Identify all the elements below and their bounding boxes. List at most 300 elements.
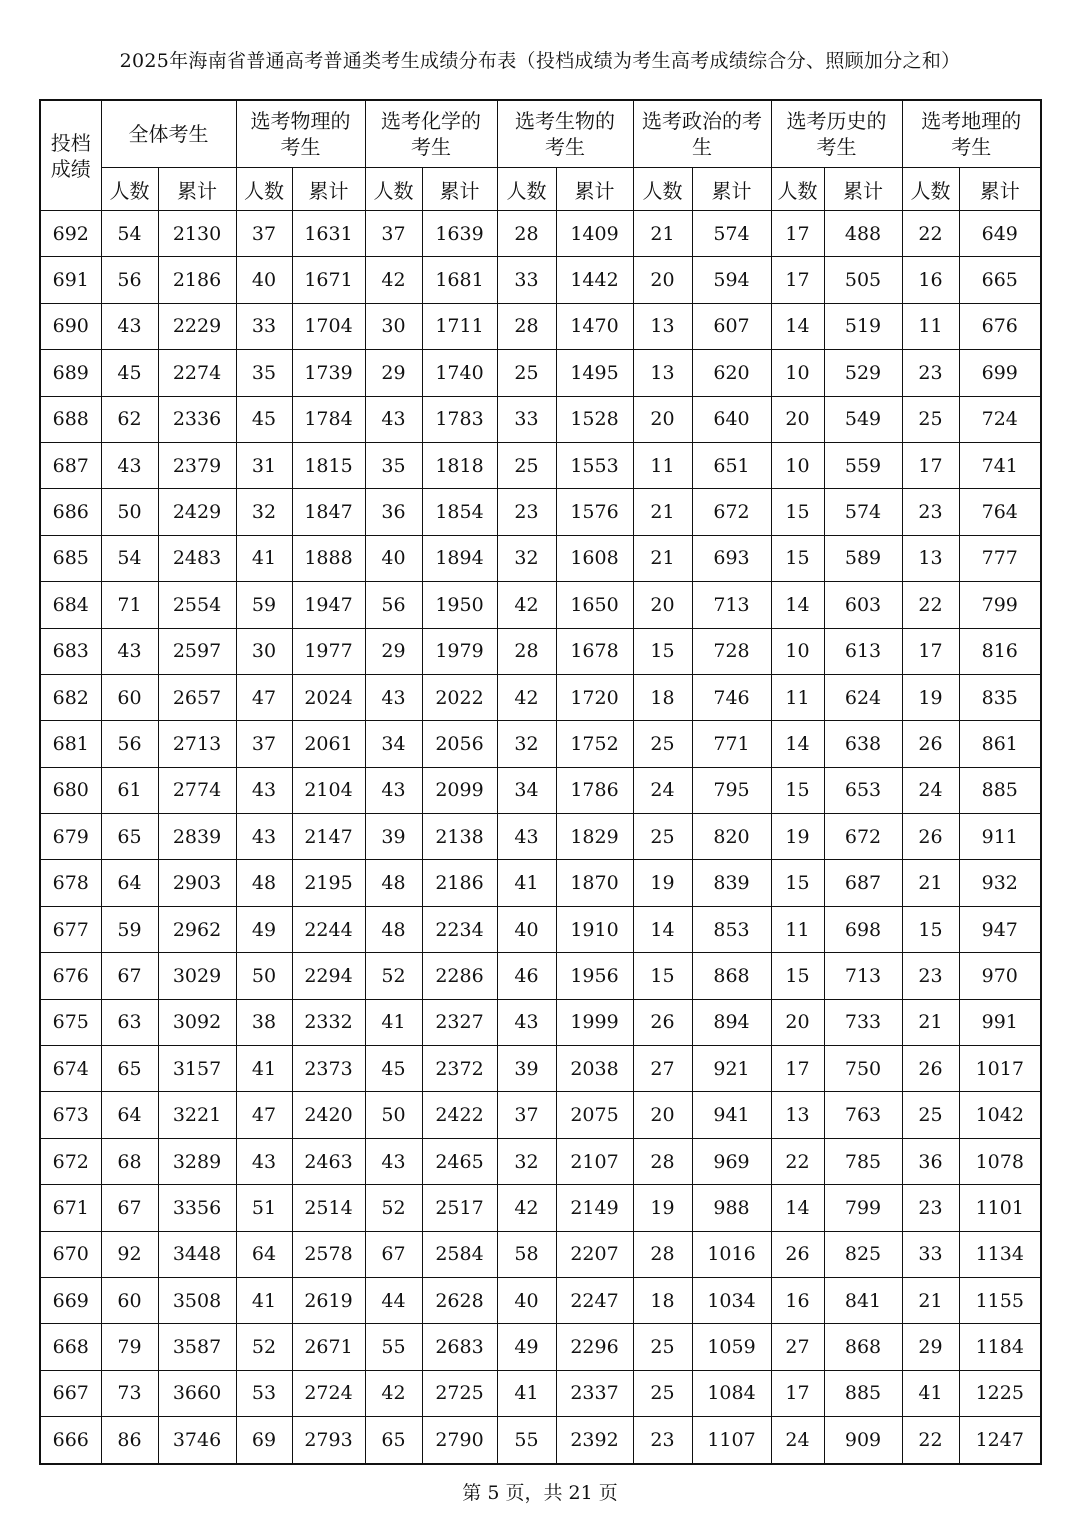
cumulative-cell: 1553 [556,442,633,488]
table-row [40,814,1041,860]
count-cell: 50 [365,1092,422,1138]
table-row [40,1231,1041,1277]
cumulative-cell: 519 [824,303,902,349]
count-cell: 22 [902,1417,959,1464]
table-row [40,767,1041,813]
cumulative-cell: 1894 [422,535,497,581]
count-cell: 39 [365,814,422,860]
count-cell: 18 [633,1277,692,1323]
cumulative-cell: 885 [959,767,1041,813]
cumulative-cell: 2130 [158,211,236,257]
page-title: 2025年海南省普通高考普通类考生成绩分布表（投档成绩为考生高考成绩综合分、照顾加分之和） [119,50,961,72]
score-cell: 666 [40,1417,101,1464]
count-cell: 28 [497,303,556,349]
cumulative-cell: 1870 [556,860,633,906]
cumulative-cell: 947 [959,906,1041,952]
cumulative-cell: 672 [824,814,902,860]
cumulative-cell: 1979 [422,628,497,674]
count-cell: 11 [633,442,692,488]
cumulative-cell: 1999 [556,999,633,1045]
count-cell: 26 [902,814,959,860]
count-cell: 13 [902,535,959,581]
count-cell: 43 [236,767,292,813]
cumulative-cell: 1956 [556,953,633,999]
count-cell: 61 [101,767,158,813]
table-row [40,1417,1041,1464]
count-cell: 67 [101,1185,158,1231]
cumulative-cell: 1711 [422,303,497,349]
cumulative-cell: 2244 [292,906,365,952]
count-cell: 10 [771,442,824,488]
count-cell: 45 [365,1046,422,1092]
group-header-politics: 选考政治的考生 [633,100,771,168]
count-cell: 45 [101,350,158,396]
count-cell: 42 [497,582,556,628]
cumulative-cell: 835 [959,674,1041,720]
count-cell: 25 [633,1370,692,1416]
count-cell: 43 [236,814,292,860]
cumulative-cell: 1639 [422,211,497,257]
count-cell: 64 [236,1231,292,1277]
cumulative-cell: 1409 [556,211,633,257]
cumulative-cell: 2790 [422,1417,497,1464]
cumulative-cell: 1155 [959,1277,1041,1323]
cumulative-cell: 574 [824,489,902,535]
count-cell: 21 [633,489,692,535]
cumulative-cell: 638 [824,721,902,767]
count-cell: 11 [771,906,824,952]
count-cell: 49 [497,1324,556,1370]
table-row [40,489,1041,535]
table-row [40,1277,1041,1323]
count-cell: 43 [236,1138,292,1184]
score-cell: 685 [40,535,101,581]
count-cell: 43 [365,1138,422,1184]
cumulative-cell: 841 [824,1277,902,1323]
count-cell: 23 [902,350,959,396]
cumulative-cell: 1184 [959,1324,1041,1370]
cumulative-cell: 970 [959,953,1041,999]
count-cell: 20 [633,582,692,628]
count-cell: 17 [771,211,824,257]
cumulative-cell: 698 [824,906,902,952]
count-cell: 19 [633,860,692,906]
cumulative-cell: 713 [692,582,771,628]
cumulative-cell: 2379 [158,442,236,488]
count-cell: 43 [101,303,158,349]
count-cell: 33 [236,303,292,349]
group-header-biology: 选考生物的考生 [497,100,633,168]
cumulative-cell: 894 [692,999,771,1045]
cumulative-cell: 969 [692,1138,771,1184]
count-cell: 29 [902,1324,959,1370]
cumulative-header: 累计 [292,168,365,211]
cumulative-cell: 728 [692,628,771,674]
cumulative-cell: 2839 [158,814,236,860]
count-cell: 13 [633,350,692,396]
count-cell: 25 [902,1092,959,1138]
count-cell: 23 [902,1185,959,1231]
cumulative-cell: 777 [959,535,1041,581]
count-cell: 32 [497,535,556,581]
score-cell: 687 [40,442,101,488]
count-cell: 40 [236,257,292,303]
count-cell: 52 [236,1324,292,1370]
count-cell: 26 [902,1046,959,1092]
cumulative-cell: 574 [692,211,771,257]
cumulative-cell: 2793 [292,1417,365,1464]
count-cell: 19 [902,674,959,720]
count-cell: 32 [497,1138,556,1184]
count-header: 人数 [771,168,824,211]
cumulative-cell: 676 [959,303,1041,349]
count-cell: 43 [101,628,158,674]
count-cell: 41 [497,1370,556,1416]
count-cell: 22 [902,582,959,628]
count-cell: 58 [497,1231,556,1277]
table-row [40,674,1041,720]
cumulative-header: 累计 [824,168,902,211]
cumulative-cell: 1678 [556,628,633,674]
cumulative-cell: 1681 [422,257,497,303]
cumulative-cell: 713 [824,953,902,999]
count-cell: 42 [365,257,422,303]
cumulative-cell: 746 [692,674,771,720]
cumulative-cell: 853 [692,906,771,952]
score-cell: 691 [40,257,101,303]
count-cell: 42 [497,674,556,720]
count-cell: 25 [497,442,556,488]
cumulative-cell: 649 [959,211,1041,257]
cumulative-cell: 2061 [292,721,365,767]
cumulative-cell: 750 [824,1046,902,1092]
count-cell: 28 [633,1231,692,1277]
cumulative-cell: 988 [692,1185,771,1231]
count-cell: 20 [633,396,692,442]
count-cell: 15 [633,953,692,999]
count-cell: 27 [771,1324,824,1370]
count-cell: 60 [101,674,158,720]
count-header: 人数 [633,168,692,211]
count-cell: 50 [236,953,292,999]
count-cell: 33 [497,396,556,442]
score-column-header: 投档成绩 [40,100,101,211]
score-cell: 676 [40,953,101,999]
count-cell: 45 [236,396,292,442]
cumulative-cell: 1784 [292,396,365,442]
count-cell: 28 [497,628,556,674]
cumulative-cell: 1084 [692,1370,771,1416]
count-cell: 22 [902,211,959,257]
count-cell: 35 [236,350,292,396]
count-cell: 21 [902,860,959,906]
cumulative-cell: 2229 [158,303,236,349]
cumulative-cell: 594 [692,257,771,303]
cumulative-cell: 2336 [158,396,236,442]
cumulative-cell: 2296 [556,1324,633,1370]
cumulative-cell: 2683 [422,1324,497,1370]
count-cell: 43 [365,396,422,442]
score-cell: 680 [40,767,101,813]
score-cell: 689 [40,350,101,396]
count-cell: 63 [101,999,158,1045]
count-cell: 32 [497,721,556,767]
cumulative-cell: 2327 [422,999,497,1045]
count-cell: 10 [771,350,824,396]
count-header: 人数 [236,168,292,211]
cumulative-cell: 825 [824,1231,902,1277]
cumulative-cell: 1854 [422,489,497,535]
count-cell: 15 [771,860,824,906]
cumulative-cell: 1470 [556,303,633,349]
count-cell: 30 [365,303,422,349]
count-cell: 21 [902,999,959,1045]
cumulative-cell: 2099 [422,767,497,813]
cumulative-cell: 771 [692,721,771,767]
count-cell: 25 [633,721,692,767]
cumulative-cell: 763 [824,1092,902,1138]
count-cell: 65 [365,1417,422,1464]
count-cell: 65 [101,1046,158,1092]
count-cell: 64 [101,860,158,906]
cumulative-cell: 2671 [292,1324,365,1370]
table-row [40,721,1041,767]
cumulative-cell: 1017 [959,1046,1041,1092]
count-cell: 11 [771,674,824,720]
count-cell: 51 [236,1185,292,1231]
cumulative-cell: 1947 [292,582,365,628]
count-cell: 33 [902,1231,959,1277]
count-cell: 71 [101,582,158,628]
count-cell: 33 [497,257,556,303]
cumulative-cell: 607 [692,303,771,349]
cumulative-cell: 1442 [556,257,633,303]
group-header-geography: 选考地理的考生 [902,100,1041,168]
count-cell: 43 [365,767,422,813]
cumulative-cell: 2725 [422,1370,497,1416]
cumulative-cell: 2107 [556,1138,633,1184]
cumulative-cell: 1720 [556,674,633,720]
table-row [40,1092,1041,1138]
score-distribution-table [39,99,1042,1465]
count-cell: 40 [497,906,556,952]
count-cell: 39 [497,1046,556,1092]
cumulative-header: 累计 [556,168,633,211]
score-cell: 690 [40,303,101,349]
count-cell: 36 [365,489,422,535]
cumulative-cell: 2024 [292,674,365,720]
score-cell: 682 [40,674,101,720]
cumulative-cell: 733 [824,999,902,1045]
count-cell: 23 [902,489,959,535]
score-cell: 686 [40,489,101,535]
page-footer: 第 5 页，共 21 页 [462,1482,618,1504]
count-cell: 50 [101,489,158,535]
count-cell: 37 [365,211,422,257]
cumulative-cell: 613 [824,628,902,674]
count-cell: 47 [236,1092,292,1138]
cumulative-cell: 911 [959,814,1041,860]
cumulative-cell: 932 [959,860,1041,906]
count-cell: 21 [633,535,692,581]
score-cell: 683 [40,628,101,674]
cumulative-cell: 3508 [158,1277,236,1323]
count-cell: 56 [101,257,158,303]
count-cell: 20 [771,396,824,442]
count-cell: 42 [365,1370,422,1416]
count-cell: 17 [902,442,959,488]
count-cell: 20 [633,1092,692,1138]
cumulative-cell: 589 [824,535,902,581]
cumulative-cell: 699 [959,350,1041,396]
count-cell: 15 [633,628,692,674]
cumulative-cell: 687 [824,860,902,906]
cumulative-cell: 624 [824,674,902,720]
count-cell: 38 [236,999,292,1045]
cumulative-cell: 2022 [422,674,497,720]
score-cell: 667 [40,1370,101,1416]
cumulative-cell: 1829 [556,814,633,860]
cumulative-cell: 2337 [556,1370,633,1416]
table-row [40,628,1041,674]
table-row [40,1324,1041,1370]
count-cell: 14 [633,906,692,952]
cumulative-cell: 2774 [158,767,236,813]
cumulative-cell: 799 [959,582,1041,628]
count-cell: 56 [101,721,158,767]
cumulative-cell: 1608 [556,535,633,581]
cumulative-header: 累计 [158,168,236,211]
cumulative-header: 累计 [422,168,497,211]
count-cell: 52 [365,1185,422,1231]
cumulative-cell: 991 [959,999,1041,1045]
count-cell: 11 [902,303,959,349]
count-cell: 24 [902,767,959,813]
cumulative-cell: 1101 [959,1185,1041,1231]
table-row [40,1185,1041,1231]
cumulative-cell: 2422 [422,1092,497,1138]
count-cell: 59 [101,906,158,952]
count-cell: 40 [365,535,422,581]
count-cell: 47 [236,674,292,720]
cumulative-cell: 816 [959,628,1041,674]
cumulative-cell: 839 [692,860,771,906]
count-cell: 36 [902,1138,959,1184]
count-cell: 14 [771,1185,824,1231]
cumulative-cell: 2294 [292,953,365,999]
cumulative-cell: 1783 [422,396,497,442]
cumulative-cell: 1134 [959,1231,1041,1277]
count-cell: 48 [365,906,422,952]
score-cell: 681 [40,721,101,767]
count-cell: 32 [236,489,292,535]
count-cell: 48 [236,860,292,906]
cumulative-cell: 1576 [556,489,633,535]
count-cell: 41 [236,1277,292,1323]
count-cell: 41 [236,1046,292,1092]
cumulative-cell: 1739 [292,350,365,396]
cumulative-cell: 2724 [292,1370,365,1416]
count-cell: 86 [101,1417,158,1464]
cumulative-cell: 640 [692,396,771,442]
count-cell: 26 [902,721,959,767]
cumulative-cell: 2207 [556,1231,633,1277]
count-cell: 79 [101,1324,158,1370]
cumulative-cell: 1016 [692,1231,771,1277]
cumulative-cell: 2903 [158,860,236,906]
count-cell: 17 [771,257,824,303]
count-cell: 56 [365,582,422,628]
cumulative-cell: 1225 [959,1370,1041,1416]
cumulative-cell: 2657 [158,674,236,720]
count-cell: 15 [771,489,824,535]
cumulative-cell: 795 [692,767,771,813]
cumulative-cell: 1740 [422,350,497,396]
cumulative-cell: 2554 [158,582,236,628]
table-row [40,999,1041,1045]
count-cell: 16 [902,257,959,303]
cumulative-cell: 3157 [158,1046,236,1092]
count-cell: 68 [101,1138,158,1184]
cumulative-cell: 1247 [959,1417,1041,1464]
cumulative-cell: 1815 [292,442,365,488]
cumulative-cell: 1704 [292,303,365,349]
count-cell: 25 [497,350,556,396]
count-cell: 15 [902,906,959,952]
cumulative-cell: 2463 [292,1138,365,1184]
count-cell: 10 [771,628,824,674]
cumulative-cell: 885 [824,1370,902,1416]
cumulative-cell: 2286 [422,953,497,999]
count-cell: 26 [633,999,692,1045]
count-cell: 40 [497,1277,556,1323]
cumulative-cell: 603 [824,582,902,628]
count-cell: 54 [101,535,158,581]
count-cell: 54 [101,211,158,257]
count-cell: 52 [365,953,422,999]
cumulative-cell: 2056 [422,721,497,767]
cumulative-cell: 559 [824,442,902,488]
score-cell: 692 [40,211,101,257]
count-cell: 28 [497,211,556,257]
count-cell: 14 [771,582,824,628]
cumulative-cell: 2962 [158,906,236,952]
cumulative-cell: 2392 [556,1417,633,1464]
table-row [40,953,1041,999]
count-cell: 20 [771,999,824,1045]
group-header-physics: 选考物理的考生 [236,100,365,168]
table-row [40,1046,1041,1092]
count-cell: 29 [365,628,422,674]
cumulative-cell: 2420 [292,1092,365,1138]
count-cell: 67 [101,953,158,999]
cumulative-cell: 2584 [422,1231,497,1277]
count-cell: 19 [633,1185,692,1231]
count-cell: 35 [365,442,422,488]
cumulative-cell: 2713 [158,721,236,767]
count-cell: 23 [902,953,959,999]
cumulative-cell: 672 [692,489,771,535]
cumulative-cell: 3746 [158,1417,236,1464]
count-cell: 42 [497,1185,556,1231]
count-cell: 43 [365,674,422,720]
count-cell: 37 [236,721,292,767]
count-cell: 14 [771,303,824,349]
cumulative-cell: 549 [824,396,902,442]
count-cell: 43 [101,442,158,488]
count-cell: 21 [902,1277,959,1323]
cumulative-cell: 1528 [556,396,633,442]
